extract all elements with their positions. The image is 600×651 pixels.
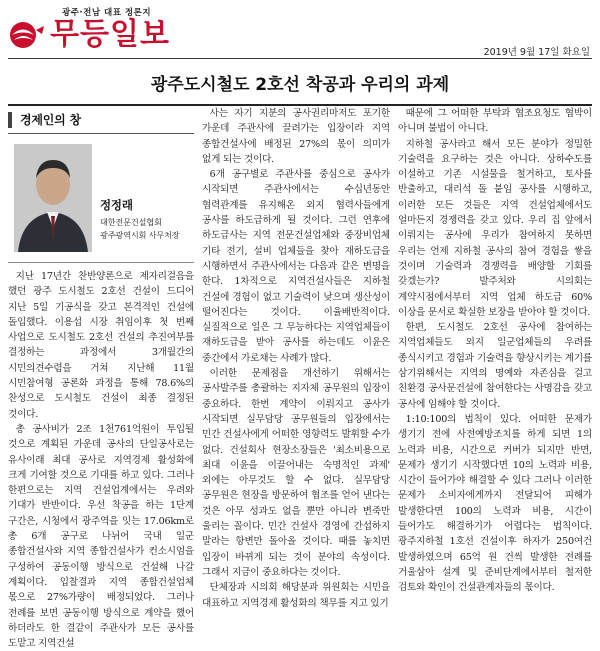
author-photo bbox=[14, 144, 92, 252]
paragraph: 6개 공구별로 주관사를 중심으로 공사가 시작되면 주관사에서는 수십년동안 협력관계를 유지해온 외지 협력사들에게 공사를 하도급하게 될 것이다. 그런 연후에 하도급사는 지역 전문건설업체와 중장비업체 기타 전기, 설비 업체들을 찾아 재하도급을 시행하면서 주관사에서는 다음과 같은 변명을 한다. 1차적으로 지역건설사들은 지하철 건설에 경험이 없고 기술력이 낮으며 생산성이 떨어진다는 것이다. 이율배반적이다. 실질적으로 일은 그 무능하다는 지역업체들이 재하도급을 받아 공사를 하는데도 이윤은 중간에서 가로채는 사례가 많다. bbox=[202, 169, 390, 364]
profile-divider bbox=[8, 262, 194, 263]
author-name: 정정래 bbox=[100, 198, 133, 212]
section-title: 경제인의 창 bbox=[8, 112, 194, 128]
paragraph: 한편, 도시철도 2호선 공사에 참여하는 지역업체들도 외지 일군업체들의 우려를 종식시키고 경험과 기술력을 향상시키는 계기를 삼기위해서는 지역의 명예와 자존심을 걸고 친환경 공사문건설에 참여한다는 사명감을 갖고 공사에 임해야 할 것이다. bbox=[398, 322, 592, 410]
author-byline bbox=[100, 198, 180, 242]
masthead-divider bbox=[8, 58, 592, 59]
article-headline: 광주도시철도 2호선 착공과 우리의 과제 bbox=[150, 75, 450, 95]
paragraph: 지난 17년간 찬반양론으로 제자리걸음을 했던 광주 도시철도 2호선 건설이 드디어 지난 5일 기공식을 갖고 본격적인 건설에 돌입했다. 이용섭 시장 취임이후 첫 번째 사업으로 도시철도 2호선 건설의 추진여부를 결정하는 과정에서 3개월간의 시민의견수렴을 거쳐 지난해 11월 시민참여형 공론화 과정을 통해 78.6%의 찬성으로 도시철도 건설이 최종 결정된 것이다. bbox=[8, 271, 194, 420]
paragraph: 때문에 그 어떠한 부탁과 협조요청도 협박이 아니며 불법이 아니다. bbox=[398, 108, 592, 135]
column-1-body bbox=[8, 269, 194, 650]
author-profile bbox=[8, 140, 194, 262]
article-column-3 bbox=[398, 106, 592, 594]
author-title: 광주광역시회 사무처장 bbox=[100, 230, 180, 241]
masthead-tagline: 광주·전남 대표 정론지 bbox=[62, 8, 152, 18]
section-divider bbox=[8, 133, 194, 134]
paragraph: 총 공사비가 2조 1천761억원이 투입될 것으로 계획된 가운데 공사의 단일공사로는 유사이래 최대 공사로 지역경제 활성화에 크게 기여할 것으로 기대를 하고 있다. 그러나 한편으로는 지역 건설업계에서는 우려와 기대가 반반이다. 우선 착공을 하는 1단계 구간은, 시청에서 광주역을 잇는 17.06km로 총 6개 공구로 나뉘어 국내 일군 종합건설사와 지역 종합건설사가 컨소시엄을 구성하여 공동이행 방식으로 건설해 나갈 계획이다. 입찰결과 지역 종합건설업체 몫으로 27%가량이 배정되었다. 그러나 전례를 보면 공동이행 방식으로 계약을 했어 하더라도 한 결같이 주관사가 모든 공사를 도맡고 지역건설 bbox=[8, 423, 194, 650]
newspaper-emblem-icon bbox=[8, 20, 46, 50]
author-portrait-icon bbox=[14, 144, 92, 252]
paragraph: 사는 자기 지분의 공사권리마저도 포기한 가운데 주관사에 끌려가는 입장이라 지역 종합건설사에 배정된 27%의 몫이 의미가 없게 되는 것이다. bbox=[202, 108, 390, 165]
paragraph: 1:10:100의 법칙이 있다. 어떠한 문제가 생기기 전에 사전예방조치를 하게 되면 1의 노력과 비용, 시간으로 커버가 되지만 반면, 문제가 생기기 시작했다면 10의 노력과 비용, 시간이 들어가야 해결할 수 있다 그러나 이러한 문제가 소비자에게까지 전달되어 피해가 발생한다면 100의 노력과 비용, 시간이 들어가도 해결하기가 어렵다는 법칙이다. 광주지하철 1호선 건설이후 하자가 250여건 발생하였으며 65억 원 건씩 발생한 전례를 거울삼아 설계 및 준비단계에서부터 철저한 검토와 확인이 건설관계자들의 몫이다. bbox=[398, 413, 592, 594]
paper-name: 무등일보 bbox=[50, 17, 170, 52]
masthead bbox=[8, 6, 238, 58]
paragraph: 단체장과 시의회 해당분과 위원회는 시민을 대표하고 지역경제 활성화의 책무를 지고 있기 bbox=[202, 582, 390, 609]
article-column-2 bbox=[202, 106, 390, 609]
article-column-1 bbox=[8, 110, 194, 650]
paragraph: 지하철 공사라고 해서 모든 분야가 정밀한 기술력을 요구하는 것은 아니다. 상하수도를 이설하고 기존 시설물을 철거하고, 토사를 반출하고, 대리석 돌 붙임 공사를 시행하고, 이러한 모든 것들은 지역 건설업체에서도 얼마든지 경쟁력을 갖고 있다. 우리 집 앞에서 이뤄지는 공사에 우리가 참여하지 못하면 우리는 언제 지하철 공사의 참여 경험을 쌓을 것이며 기술력과 경쟁력을 배양할 기회를 갖겠는가? 발주처와 시의회는 계약시점에서부터 지역 업체 하도급 60%이상을 문서로 확실한 보장을 받아야 할 것이다. bbox=[398, 138, 592, 318]
issue-date: 2019년 9월 17일 화요일 bbox=[483, 47, 590, 58]
author-org: 대한전문건설협회 bbox=[100, 217, 162, 228]
paragraph: 이러한 문제점을 개선하기 위해서는 공사발주를 총괄하는 지자체 공무원의 입장이 중요하다. 한번 계약이 이뤄지고 공사가 시작되면 실무담당 공무원들의 입장에서는 민간 건설사에게 어떠한 영향력도 발휘할 수가 없다. 건설회사 현장소장들은 '최소비용으로 최대 이윤을 이끌어내는 숙명적인 과제' 외에는 아무것도 할 수 없다. 실무담당 공무원은 현장을 방문하여 협조를 얻어 낸다는 것은 아무 성과도 없을 뿐만 아니라 변죽만 울리는 꼴이다. 민간 건설사 경영에 간섭하지 말라는 항변만 돌아올 것이다. 때를 놓치면 입장이 바뀌게 되는 것이 분야의 속성이다. 그래서 지금이 중요하다는 것이다. bbox=[202, 368, 390, 578]
